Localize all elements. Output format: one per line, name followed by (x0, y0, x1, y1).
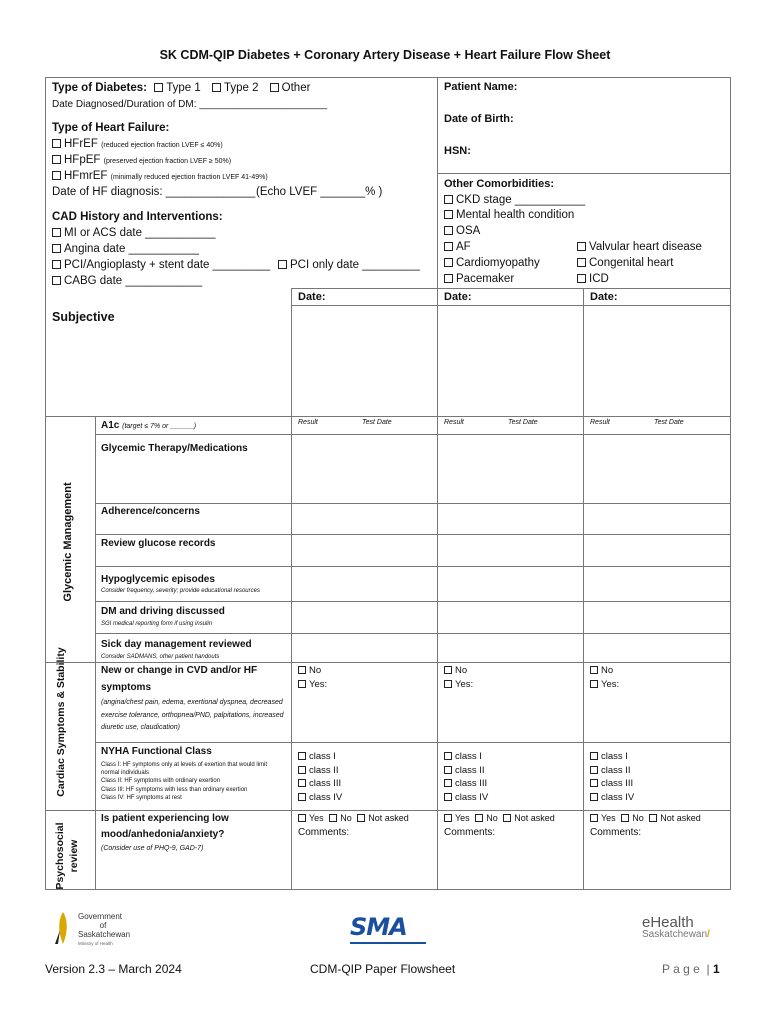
cvd-col2-options (444, 664, 473, 691)
cvd-col3-options (590, 664, 619, 691)
comorbidities-label: Other Comorbidities: (444, 178, 555, 190)
nyha-class4-checkbox-3[interactable]: class IV (590, 791, 634, 805)
icd-checkbox[interactable]: ICD (577, 272, 609, 288)
mood-not-asked-checkbox-2[interactable]: Not asked (503, 813, 555, 823)
nyha-class-1-desc: Class I: HF symptoms only at levels of exertion that would limit normal individuals (101, 762, 268, 777)
cvd-no-checkbox-2[interactable]: No (444, 664, 473, 678)
nyha-class1-checkbox-2[interactable]: class I (444, 750, 488, 764)
glycemic-therapy-label: Glycemic Therapy/Medications (101, 443, 248, 454)
page-title: SK CDM-QIP Diabetes + Coronary Artery Disease + Heart Failure Flow Sheet (159, 48, 611, 62)
mood-no-checkbox-1[interactable]: No (329, 813, 352, 823)
nyha-col3-options (590, 750, 634, 804)
mood-col2 (444, 812, 555, 838)
mood-col1 (298, 812, 409, 838)
date-header-2[interactable]: Date: (444, 291, 472, 303)
government-of-saskatchewan-logo: Government of Saskatchewan Ministry of Health (52, 908, 142, 948)
hf-type-label: Type of Heart Failure: (52, 122, 170, 134)
echo-lvef-field[interactable]: (Echo LVEF _______% ) (256, 186, 383, 198)
mental-health-checkbox[interactable]: Mental health condition (444, 208, 574, 224)
cvd-col1-options (298, 664, 327, 691)
cabg-checkbox[interactable]: CABG date ____________ (52, 274, 202, 290)
af-checkbox[interactable]: AF (444, 240, 471, 256)
pci-only-checkbox[interactable]: PCI only date _________ (278, 258, 420, 274)
nyha-class-descriptions (101, 761, 286, 802)
wheat-icon (52, 910, 74, 946)
glycemic-management-label: Glycemic Management (62, 482, 74, 602)
nyha-class2-checkbox-1[interactable]: class II (298, 764, 342, 778)
nyha-class-3-desc: Class III: HF symptoms with less than ordinary exertion (101, 786, 248, 793)
hfref-checkbox[interactable]: HFrEF (reduced ejection fraction LVEF ≤ 40%) (52, 137, 223, 154)
mood-not-asked-checkbox-1[interactable]: Not asked (357, 813, 409, 823)
driving-label: DM and driving discussed (101, 606, 225, 617)
nyha-col1-options (298, 750, 342, 804)
hfmref-checkbox[interactable]: HFmrEF (minimally reduced ejection fraction LVEF 41-49%) (52, 169, 268, 186)
a1c-row-label: A1c (target ≤ 7% or ______) (101, 420, 197, 431)
cvd-no-checkbox-3[interactable]: No (590, 664, 619, 678)
adherence-label: Adherence/concerns (101, 506, 200, 517)
result-label-1: Result (298, 419, 318, 426)
dob-field[interactable]: Date of Birth: (444, 113, 514, 125)
mood-no-checkbox-2[interactable]: No (475, 813, 498, 823)
mood-label-line2: mood/anhedonia/anxiety? (101, 829, 225, 840)
nyha-class3-checkbox-3[interactable]: class III (590, 777, 634, 791)
subjective-label: Subjective (52, 310, 115, 324)
cvd-yes-checkbox-3[interactable]: Yes: (590, 678, 619, 692)
result-label-3: Result (590, 419, 610, 426)
test-date-label-2: Test Date (508, 419, 538, 426)
mood-label-line1: Is patient experiencing low (101, 813, 229, 824)
pci-stent-checkbox[interactable]: PCI/Angioplasty + stent date _________ (52, 258, 270, 274)
nyha-class-4-desc: Class IV: HF symptoms at rest (101, 794, 182, 801)
nyha-class-2-desc: Class II: HF symptoms with ordinary exertion (101, 778, 221, 785)
congenital-checkbox[interactable]: Congenital heart (577, 256, 673, 272)
cvd-yes-checkbox-2[interactable]: Yes: (444, 678, 473, 692)
page-label: P a g e | 1 (662, 962, 720, 976)
mood-col3 (590, 812, 701, 838)
cvd-no-checkbox-1[interactable]: No (298, 664, 327, 678)
mi-acs-checkbox[interactable]: MI or ACS date ___________ (52, 226, 216, 242)
type2-checkbox[interactable]: Type 2 (212, 82, 259, 94)
comments-label-1[interactable]: Comments: (298, 826, 350, 838)
date-header-3[interactable]: Date: (590, 291, 618, 303)
ckd-checkbox[interactable]: CKD stage ___________ (444, 193, 585, 209)
comments-label-3[interactable]: Comments: (590, 826, 642, 838)
cvd-yes-checkbox-1[interactable]: Yes: (298, 678, 327, 692)
mood-yes-checkbox-2[interactable]: Yes (444, 813, 470, 823)
hypoglycemic-note: Consider frequency, severity; provide educational resources (101, 588, 260, 594)
nyha-class1-checkbox-3[interactable]: class I (590, 750, 634, 764)
driving-note: SGI medical reporting form if using insulin (101, 621, 213, 627)
valvular-checkbox[interactable]: Valvular heart disease (577, 240, 702, 256)
mood-no-checkbox-3[interactable]: No (621, 813, 644, 823)
mood-note: (Consider use of PHQ-9, GAD-7) (101, 845, 204, 852)
test-date-label-1: Test Date (362, 419, 392, 426)
hypoglycemic-label: Hypoglycemic episodes (101, 574, 215, 585)
flowsheet-label: CDM-QIP Paper Flowsheet (310, 962, 456, 976)
comments-label-2[interactable]: Comments: (444, 826, 496, 838)
other-diabetes-checkbox[interactable]: Other (270, 82, 311, 94)
diabetes-type-label: Type of Diabetes: (52, 82, 147, 94)
hfpef-checkbox[interactable]: HFpEF (preserved ejection fraction LVEF ≥ 50%) (52, 153, 231, 170)
cvd-label-line1: New or change in CVD and/or HF (101, 665, 258, 676)
sma-logo: SMA (350, 913, 426, 943)
nyha-class3-checkbox-1[interactable]: class III (298, 777, 342, 791)
patient-name-field[interactable]: Patient Name: (444, 81, 518, 93)
version-label: Version 2.3 – March 2024 (45, 962, 182, 976)
psychosocial-review-label: Psychosocial review (54, 822, 80, 890)
sick-day-note: Consider SADMANS, other patient handouts (101, 654, 220, 660)
nyha-class2-checkbox-3[interactable]: class II (590, 764, 634, 778)
date-header-1[interactable]: Date: (298, 291, 326, 303)
cardiac-symptoms-label: Cardiac Symptoms & Stability (55, 647, 67, 797)
nyha-class4-checkbox-1[interactable]: class IV (298, 791, 342, 805)
diabetes-type-row (52, 81, 310, 97)
angina-checkbox[interactable]: Angina date ___________ (52, 242, 199, 258)
hf-diagnosis-field[interactable]: Date of HF diagnosis: ______________ (52, 186, 256, 198)
hsn-field[interactable]: HSN: (444, 145, 471, 157)
cvd-label-line2: symptoms (101, 682, 152, 693)
glucose-records-label: Review glucose records (101, 538, 216, 549)
mood-yes-checkbox-1[interactable]: Yes (298, 813, 324, 823)
result-label-2: Result (444, 419, 464, 426)
osa-checkbox[interactable]: OSA (444, 224, 480, 240)
test-date-label-3: Test Date (654, 419, 684, 426)
pacemaker-checkbox[interactable]: Pacemaker (444, 272, 514, 288)
cad-history-label: CAD History and Interventions: (52, 211, 223, 223)
sick-day-label: Sick day management reviewed (101, 639, 252, 650)
date-diagnosed-field[interactable]: Date Diagnosed/Duration of DM: _______________________ (52, 99, 328, 110)
nyha-class1-checkbox-1[interactable]: class I (298, 750, 342, 764)
nyha-class4-checkbox-2[interactable]: class IV (444, 791, 488, 805)
cvd-note: (angina/chest pain, edema, exertional dyspnea, decreased exercise tolerance, orthopnea/PND, palpitations, increased diuretic use, claudication) (101, 699, 284, 731)
type1-checkbox[interactable]: Type 1 (154, 82, 201, 94)
nyha-class3-checkbox-2[interactable]: class III (444, 777, 488, 791)
cardiomyopathy-checkbox[interactable]: Cardiomyopathy (444, 256, 540, 272)
mood-yes-checkbox-3[interactable]: Yes (590, 813, 616, 823)
nyha-label: NYHA Functional Class (101, 746, 212, 757)
mood-not-asked-checkbox-3[interactable]: Not asked (649, 813, 701, 823)
nyha-class2-checkbox-2[interactable]: class II (444, 764, 488, 778)
ehealth-saskatchewan-logo: eHealth Saskatchewan/ (642, 914, 710, 940)
nyha-col2-options (444, 750, 488, 804)
